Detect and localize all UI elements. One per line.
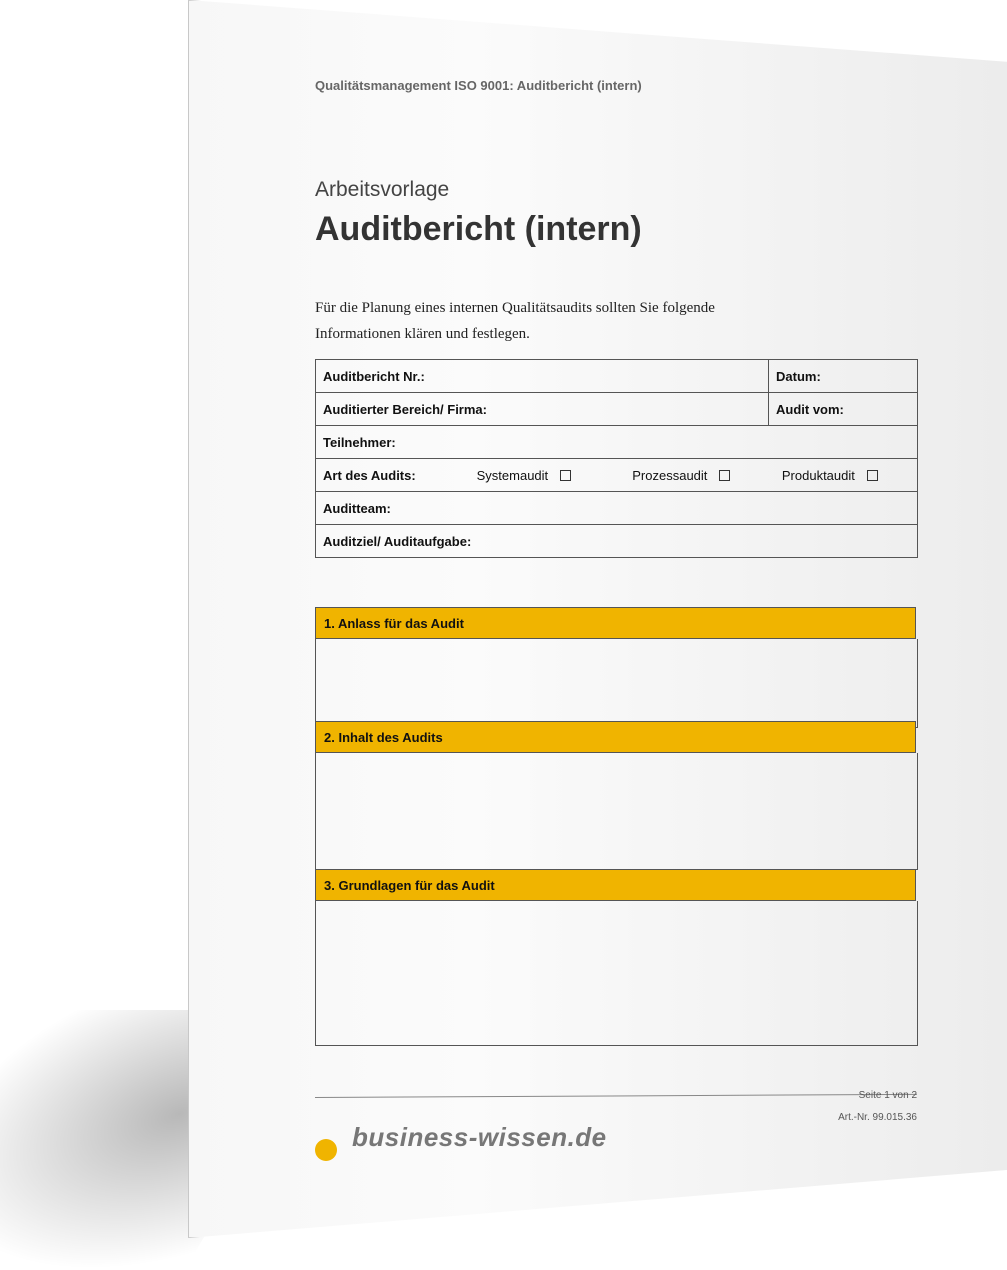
document-kicker: Arbeitsvorlage	[315, 178, 450, 201]
field-auditbericht-nr[interactable]	[316, 360, 769, 393]
section-2-header	[315, 721, 916, 753]
intro-line-1: Für die Planung eines internen Qualitätsaudits sollten Sie folgende	[315, 300, 715, 316]
field-auditteam[interactable]	[316, 492, 918, 525]
label-auditteam: Auditteam:	[323, 500, 391, 516]
option-systemaudit[interactable]	[477, 468, 629, 483]
section-2-body[interactable]	[315, 753, 918, 870]
option-produktaudit[interactable]	[782, 468, 878, 483]
option-prozessaudit-label: Prozessaudit	[632, 467, 708, 483]
section-3-title: 3. Grundlagen für das Audit	[324, 877, 495, 893]
section-3-header	[315, 869, 916, 901]
label-art: Art des Audits:	[323, 467, 416, 483]
article-number: Art.-Nr. 99.015.36	[838, 1112, 917, 1123]
option-prozessaudit[interactable]	[632, 468, 778, 483]
label-teilnehmer: Teilnehmer:	[323, 434, 396, 450]
page-number: Seite 1 von 2	[858, 1090, 917, 1101]
logo-text: business-wissen.de	[352, 1122, 607, 1152]
checkbox-systemaudit[interactable]	[560, 470, 571, 481]
document-header: Qualitätsmanagement ISO 9001: Auditbericht (intern)	[315, 78, 642, 93]
label-datum: Datum:	[776, 368, 821, 384]
checkbox-produktaudit[interactable]	[867, 470, 878, 481]
field-auditziel[interactable]	[316, 525, 918, 558]
field-audit-vom[interactable]	[769, 393, 918, 426]
intro-line-2: Informationen klären und festlegen.	[315, 326, 530, 342]
section-1-body[interactable]	[315, 639, 918, 728]
option-produktaudit-label: Produktaudit	[781, 467, 855, 483]
label-audit-vom: Audit vom:	[776, 401, 844, 417]
option-systemaudit-label: Systemaudit	[476, 467, 549, 483]
field-datum[interactable]	[769, 360, 918, 393]
label-auditbericht-nr: Auditbericht Nr.:	[323, 368, 425, 384]
label-auditziel: Auditziel/ Auditaufgabe:	[323, 533, 472, 549]
field-art-des-audits	[316, 459, 918, 492]
footer-rule	[315, 1094, 917, 1098]
section-3-body[interactable]	[315, 901, 918, 1046]
section-2-title: 2. Inhalt des Audits	[324, 729, 443, 745]
section-1-title: 1. Anlass für das Audit	[324, 615, 464, 631]
label-bereich: Auditierter Bereich/ Firma:	[323, 401, 487, 417]
field-bereich[interactable]	[316, 393, 769, 426]
checkbox-prozessaudit[interactable]	[719, 470, 730, 481]
logo-dot-icon	[315, 1139, 337, 1161]
audit-info-form	[315, 359, 918, 558]
section-1-header	[315, 607, 916, 639]
field-teilnehmer[interactable]	[316, 426, 918, 459]
document-title: Auditbericht (intern)	[315, 210, 642, 248]
intro-text	[315, 295, 755, 347]
